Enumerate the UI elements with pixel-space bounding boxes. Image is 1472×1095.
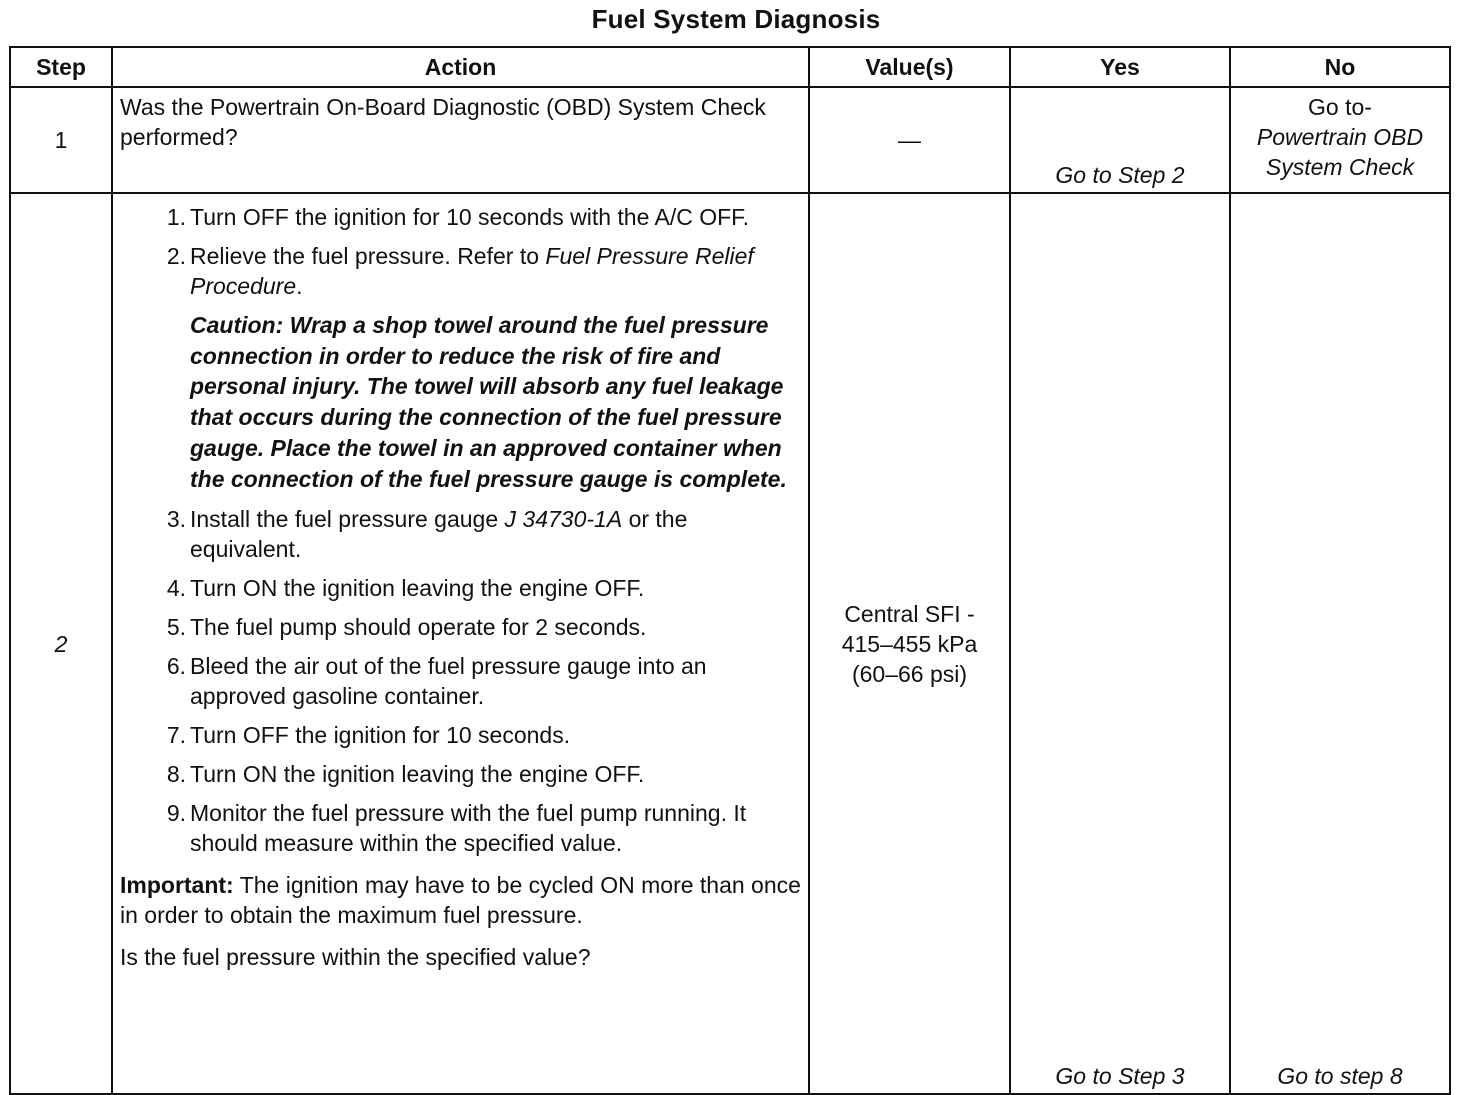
step-text-end: or the equivalent. bbox=[190, 506, 688, 563]
step-index: 8. bbox=[166, 761, 186, 788]
step-text: Install the fuel pressure gauge bbox=[190, 506, 505, 533]
caution-note: Caution: Wrap a shop towel around the fuel pressure connection in order to reduce the risk of fire and personal injury. The towel will absorb any fuel leakage that occurs during the connection of the fuel pressure gauge. Place the towel in an approved container when the connection of the fuel pressure gauge is complete. bbox=[190, 312, 787, 492]
step-text: Turn OFF the ignition for 10 seconds with the A/C OFF. bbox=[190, 204, 750, 230]
no-text-line: Go to- bbox=[1308, 94, 1372, 120]
procedure-step bbox=[120, 759, 802, 789]
step-index: 3. bbox=[166, 506, 186, 533]
step-text-end: . bbox=[296, 273, 303, 299]
procedure-step bbox=[120, 573, 802, 603]
step-question: Is the fuel pressure within the specified value? bbox=[120, 944, 591, 971]
value-line: (60–66 psi) bbox=[851, 660, 968, 687]
table-header-row bbox=[10, 47, 1450, 87]
header-step: Step bbox=[10, 47, 112, 87]
header-values: Value(s) bbox=[809, 47, 1010, 87]
step-index: 5. bbox=[166, 614, 186, 641]
procedure-list bbox=[120, 504, 802, 858]
no-ref-line: Powertrain OBD bbox=[1256, 124, 1424, 150]
step-index: 6. bbox=[166, 653, 186, 680]
step-text: Relieve the fuel pressure. Refer to bbox=[190, 243, 546, 269]
important-label: Important: bbox=[120, 872, 234, 899]
step-number: 2 bbox=[10, 193, 112, 1094]
procedure-step bbox=[120, 651, 802, 711]
header-yes: Yes bbox=[1010, 47, 1230, 87]
step-text: Turn ON the ignition leaving the engine OFF. bbox=[190, 575, 645, 602]
value-line: Central SFI - bbox=[844, 600, 975, 627]
table-row bbox=[10, 193, 1450, 1094]
step-text: Turn ON the ignition leaving the engine OFF. bbox=[190, 761, 645, 788]
value-cell bbox=[809, 193, 1010, 1094]
step-text: The fuel pump should operate for 2 seconds. bbox=[190, 614, 647, 641]
procedure-step bbox=[120, 612, 802, 642]
document-title: Fuel System Diagnosis bbox=[591, 4, 881, 34]
procedure-step bbox=[120, 798, 802, 858]
table-row bbox=[10, 87, 1450, 193]
procedure-reference-link[interactable]: Fuel Pressure Relief Procedure bbox=[190, 243, 754, 299]
important-text: The ignition may have to be cycled ON more than once in order to obtain the maximum fuel pressure. bbox=[120, 872, 801, 929]
value-line: 415–455 kPa bbox=[841, 630, 978, 657]
step-text: Monitor the fuel pressure with the fuel pump running. It should measure within the specified value. bbox=[190, 800, 747, 857]
procedure-step bbox=[120, 241, 802, 301]
no-ref-line: System Check bbox=[1265, 154, 1415, 180]
action-cell bbox=[112, 193, 809, 1094]
procedure-list bbox=[120, 202, 802, 301]
header-no: No bbox=[1230, 47, 1450, 87]
diagnosis-table bbox=[9, 46, 1451, 1095]
procedure-step bbox=[120, 504, 802, 564]
yes-link[interactable]: Go to Step 2 bbox=[1010, 87, 1230, 193]
step-text: Bleed the air out of the fuel pressure gauge into an approved gasoline container. bbox=[190, 653, 707, 710]
important-note bbox=[120, 870, 802, 930]
header-action: Action bbox=[112, 47, 809, 87]
action-text: Was the Powertrain On-Board Diagnostic (OBD) System Check performed? bbox=[112, 87, 809, 193]
step-index: 7. bbox=[166, 722, 186, 749]
no-link[interactable] bbox=[1230, 87, 1450, 193]
step-index: 2. bbox=[166, 243, 186, 269]
step-index: 9. bbox=[166, 800, 186, 827]
step-index: 4. bbox=[166, 575, 186, 602]
step-index: 1. bbox=[166, 204, 186, 230]
procedure-step bbox=[120, 202, 802, 232]
tool-reference-link[interactable]: J 34730-1A bbox=[504, 506, 623, 533]
step-number: 1 bbox=[10, 87, 112, 193]
yes-link[interactable]: Go to Step 3 bbox=[1010, 193, 1230, 1094]
step-text: Turn OFF the ignition for 10 seconds. bbox=[190, 722, 571, 749]
procedure-step bbox=[120, 720, 802, 750]
no-link[interactable]: Go to step 8 bbox=[1230, 193, 1450, 1094]
value-cell: — bbox=[809, 87, 1010, 193]
